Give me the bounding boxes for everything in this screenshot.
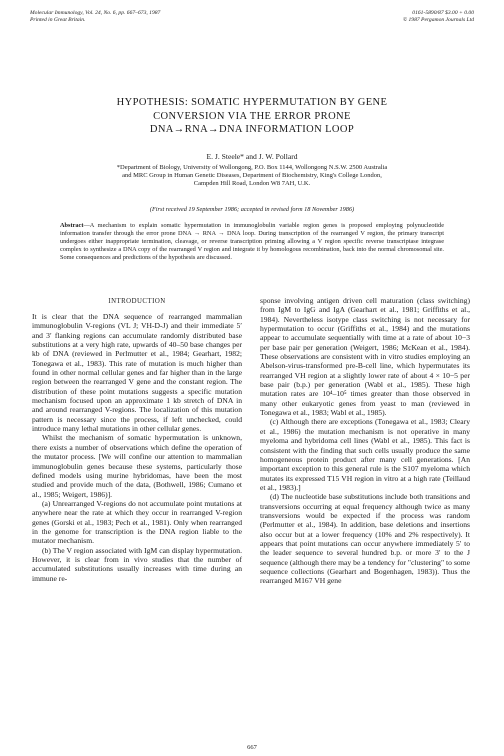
right-column bbox=[260, 296, 470, 586]
received-dates: (First received 19 September 1986; accepted in revised form 18 November 1986) bbox=[149, 206, 355, 213]
body-paragraph: (c) Although there are exceptions (Tonegawa et al., 1983; Cleary et al., 1986) the mutation mechanism is not operative in many myeloma and hybridoma cell lines (Wabl et al., 1985). This fact is consistent with the finding that such cells usually produce the same homogeneous protein product after many cell generations. [An important exception to this general rule is the S107 myeloma which mutates its expressed T15 VH region in vitro at a high rate (Teillaud et al., 1983).] bbox=[260, 417, 470, 492]
title-line-2: CONVERSION VIA THE ERROR PRONE bbox=[153, 110, 351, 122]
body-paragraph: Whilst the mechanism of somatic hypermutation is unknown, there exists a number of observations which define the operation of the mutator process. [We will confine our attention to mammalian immunoglobulin genes because these systems, particularly those defined models using murine hybridomas, have been the most studied and provide much of the data, (Bothwell, 1986; Cumano et al., 1985; Weigert, 1986)]. bbox=[32, 433, 242, 499]
affiliation-line-3: Campden Hill Road, London W8 7AH, U.K. bbox=[193, 180, 311, 188]
title-line-3: DNA→RNA→DNA INFORMATION LOOP bbox=[149, 124, 355, 135]
section-heading-introduction: INTRODUCTION bbox=[108, 298, 166, 305]
journal-header-right bbox=[403, 10, 474, 24]
body-paragraph: It is clear that the DNA sequence of rearranged mammalian immunoglobulin V-regions (VL J; VH-D-J) and their immediate 5′ and 3′ flanking regions can accumulate randomly distributed base substitutions at a very high rate, upwards of 40–50 base changes per kb of DNA (reviewed in Perlmutter et al., 1984; Gearhart, 1982; Tonegawa et al., 1983). This rate of mutation is much higher than found in other normal cellular genes and far higher than in the large region between the rearranged V gene and the constant region. The distribution of these point mutations suggests a specific mutation mechanism focused upon an approximate 1 kb stretch of DNA in and around rearranged V-regions. The localization of this mutation pattern is necessary since the process, if left unchecked, could introduce many lethal mutations in other cellular genes. bbox=[32, 312, 242, 434]
affiliations bbox=[50, 164, 454, 189]
body-paragraph: (a) Unrearranged V-regions do not accumulate point mutations at anywhere near the rate at which they occur in rearranged V-region genes (Gorski et al., 1983; Pech et al., 1981). Only when rearranged in the genome for transcription is the DNA region liable to the mutator mechanism. bbox=[32, 498, 242, 546]
page-number: 667 bbox=[247, 744, 257, 751]
body-paragraph: (d) The nucleotide base substitutions include both transitions and transversions occurring at equal frequency although twice as many transversions would be expected if the process was random (Perlmutter et al., 1984). In addition, base deletions and insertions also occur but at a lower frequency (10% and 2% respectively). It appears that point mutations can occur anywhere immediately 5′ to the leader sequence to several hundred b.p. or more 3′ to the J sequence (although there may be a tendency for "clustering" to some sequence collections (Gearhart and Bogenhagen, 1983)). Thus the rearranged M167 VH gene bbox=[260, 492, 470, 586]
abstract-text: —A mechanism to explain somatic hypermutation in immunoglobulin variable region genes is proposed employing polynucleotide information transfer through the error prone DNA → RNA → DNA loop. During transcription of the rearranged V region, the primary transcript undergoes either inappropriate termination, cleavage, or reverse transcription priming allowing a V region specific reverse transcriptase integrase complex to synthesize a DNA copy of the rearranged V region and integrate it by homologous recombination, back into the normal chromosomal site. Some consequences and predictions of the hypothesis are discussed. bbox=[60, 222, 444, 261]
paper-title bbox=[40, 96, 464, 137]
abstract-label: Abstract bbox=[60, 222, 84, 229]
body-paragraph: (b) The V region associated with IgM can display hypermutation. However, it is clear from in vivo studies that the number of accumulated substitutions usually increases with time during an immune re- bbox=[32, 545, 242, 583]
print-location: Printed in Great Britain. bbox=[30, 17, 86, 23]
affiliation-line-1: *Department of Biology, University of Wollongong, P.O. Box 1144, Wollongong N.S.W. 2500 Australia bbox=[116, 164, 388, 171]
journal-citation: Molecular Immunology, Vol. 24, No. 6, pp. 667–673, 1987 bbox=[30, 10, 161, 16]
title-line-1: HYPOTHESIS: SOMATIC HYPERMUTATION BY GENE bbox=[116, 97, 388, 108]
body-paragraph: sponse involving antigen driven cell maturation (class switching) from IgM to IgG and IgA (Gearhart et al., 1981; Griffiths et al., 1984). Nevertheless isotype class switching is not necessary for hypermutation to occur (Griffiths et al., 1984) and the mutations appear to accumulate sequentially with time at a rate of about 10−3 per base pair per generation (Weigert, 1986; McKean et al., 1984). These observations are consistent with in vitro studies employing an Abelson-virus-transformed pre-B-cell line, which hypermutates its rearranged VH region at a slightly lower rate of about 4 × 10−5 per base pair (b.p.) per generation (Wabl et al., 1985). These high mutation rates are 10⁴–10⁵ times greater than those observed in many other eukaryotic genes from yeast to man (reviewed in Tonegawa et al., 1983; Wabl et al., 1985). bbox=[260, 296, 470, 418]
copyright: © 1987 Pergamon Journals Ltd bbox=[402, 17, 474, 23]
price-code: 0161-5890/87 $3.00 + 0.00 bbox=[412, 10, 474, 16]
author-list: E. J. Steele* and J. W. Pollard bbox=[206, 152, 298, 161]
left-column bbox=[32, 312, 242, 583]
abstract bbox=[60, 222, 444, 262]
journal-header-left bbox=[30, 10, 160, 24]
affiliation-line-2: and MRC Group in Human Genetic Diseases, Department of Biochemistry, King's College London, bbox=[122, 172, 382, 180]
intro-heading-wrap bbox=[32, 298, 242, 311]
